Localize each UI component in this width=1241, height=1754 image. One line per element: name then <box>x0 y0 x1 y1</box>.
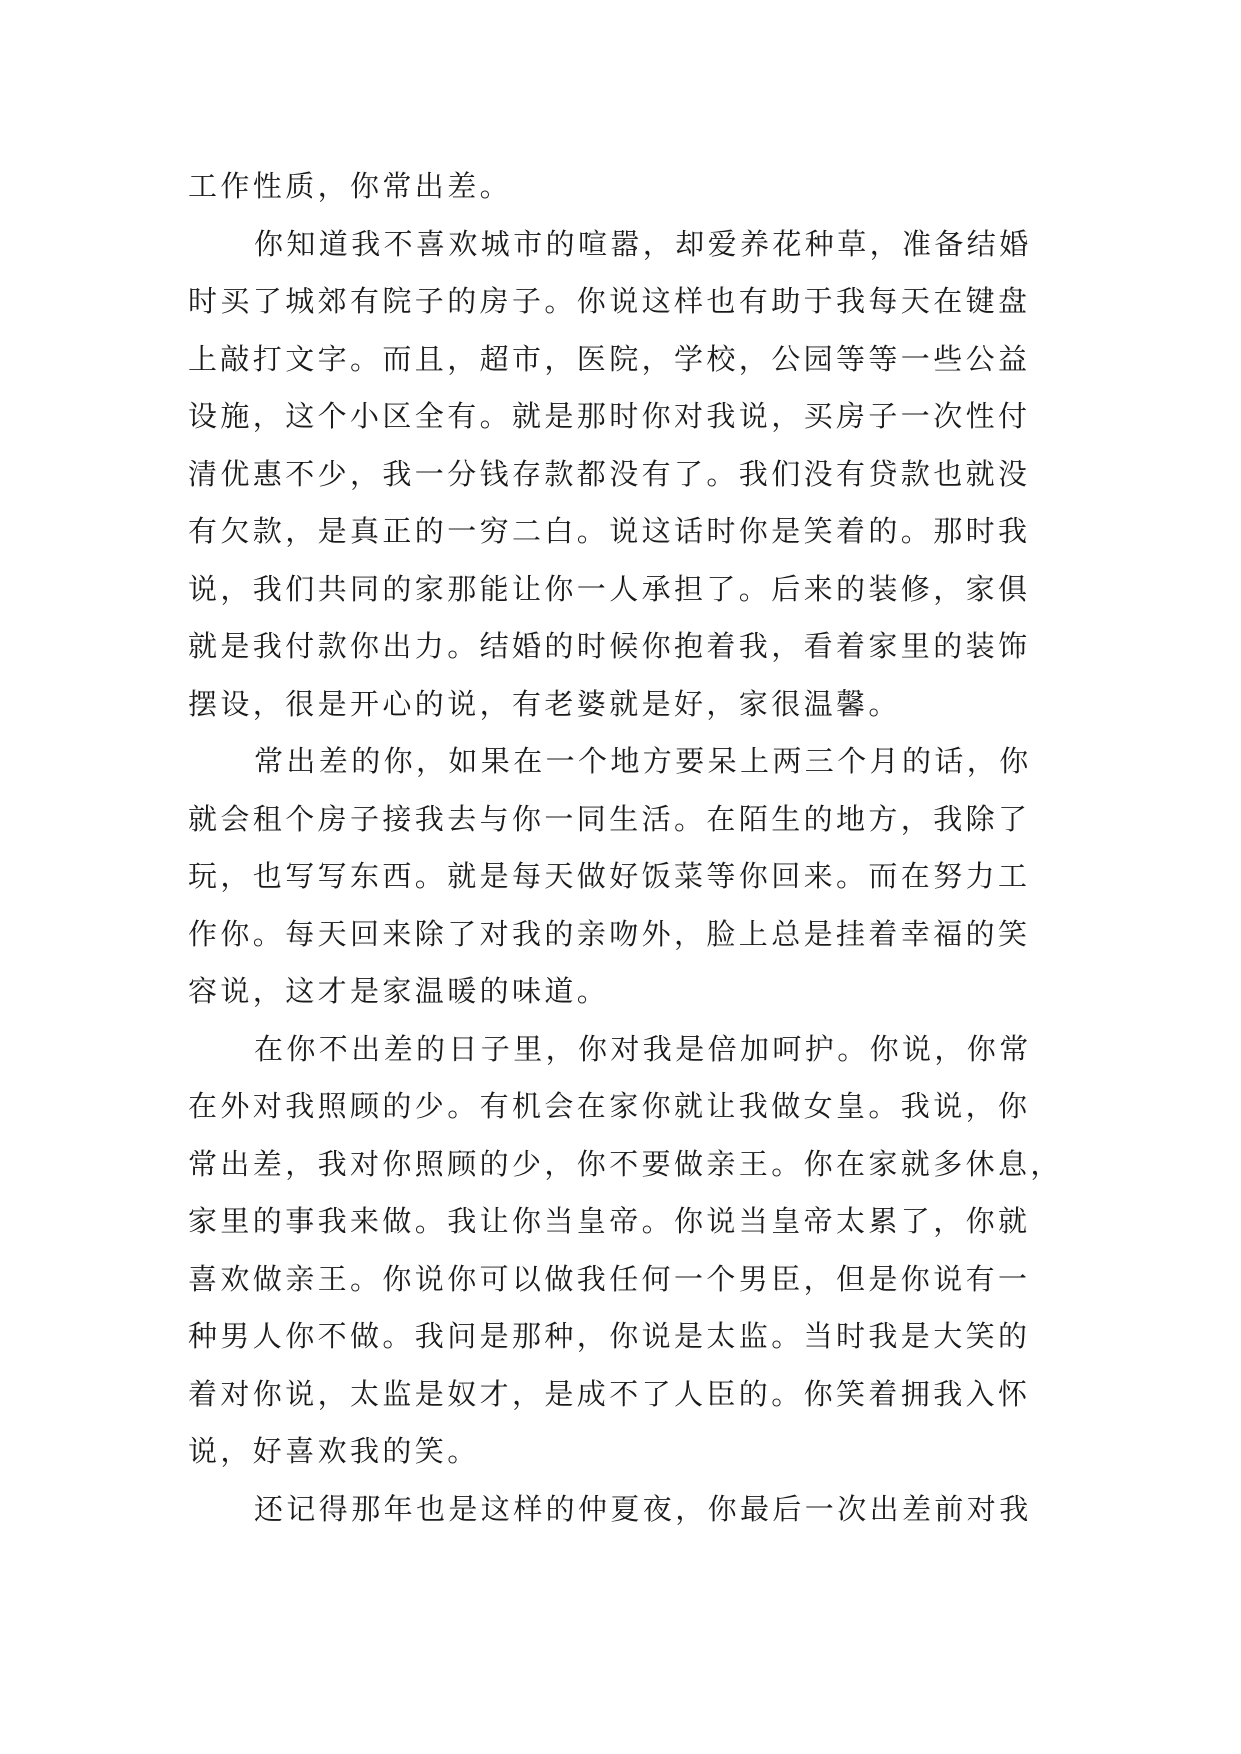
text-line: 种男人你不做。我问是那种，你说是太监。当时我是大笑的 <box>188 1319 1031 1353</box>
text-line: 设施，这个小区全有。就是那时你对我说，买房子一次性付 <box>188 399 1031 433</box>
text-line: 摆设，很是开心的说，有老婆就是好，家很温馨。 <box>188 686 901 721</box>
text-line: 家里的事我来做。我让你当皇帝。你说当皇帝太累了，你就 <box>188 1204 1031 1238</box>
text-line: 有欠款，是真正的一穷二白。说这话时你是笑着的。那时我 <box>188 514 1031 548</box>
text-line: 就会租个房子接我去与你一同生活。在陌生的地方，我除了 <box>188 801 1031 836</box>
paragraph-first-line: 你知道我不喜欢城市的喧嚣，却爱养花种草，准备结婚 <box>254 226 1032 261</box>
text-line: 上敲打文字。而且，超市，医院，学校，公园等等一些公益 <box>188 341 1031 376</box>
body-text <box>188 158 1063 1538</box>
text-line: 清优惠不少，我一分钱存款都没有了。我们没有贷款也就没 <box>188 456 1031 491</box>
paragraph-first-line: 常出差的你，如果在一个地方要呆上两三个月的话，你 <box>254 744 1032 778</box>
text-line: 时买了城郊有院子的房子。你说这样也有助于我每天在键盘 <box>188 284 1031 318</box>
text-line: 作你。每天回来除了对我的亲吻外，脸上总是挂着幸福的笑 <box>188 916 1031 951</box>
text-line: 着对你说，太监是奴才，是成不了人臣的。你笑着拥我入怀 <box>188 1376 1031 1411</box>
paragraph-first-line: 在你不出差的日子里，你对我是倍加呵护。你说，你常 <box>254 1031 1032 1066</box>
text-line: 说，好喜欢我的笑。 <box>188 1434 480 1468</box>
text-line: 工作性质，你常出差。 <box>188 169 513 203</box>
text-line: 在外对我照顾的少。有机会在家你就让我做女皇。我说，你 <box>188 1089 1031 1123</box>
text-line: 说，我们共同的家那能让你一人承担了。后来的装修，家俱 <box>188 571 1031 606</box>
text-line: 常出差，我对你照顾的少，你不要做亲王。你在家就多休息， <box>188 1146 1063 1181</box>
text-line: 就是我付款你出力。结婚的时候你抱着我，看着家里的装饰 <box>188 629 1031 663</box>
text-line: 玩，也写写东西。就是每天做好饭菜等你回来。而在努力工 <box>188 859 1031 893</box>
text-line: 容说，这才是家温暖的味道。 <box>188 974 610 1008</box>
paragraph-first-line: 还记得那年也是这样的仲夏夜，你最后一次出差前对我 <box>254 1491 1032 1526</box>
text-line: 喜欢做亲王。你说你可以做我任何一个男臣，但是你说有一 <box>188 1261 1031 1296</box>
